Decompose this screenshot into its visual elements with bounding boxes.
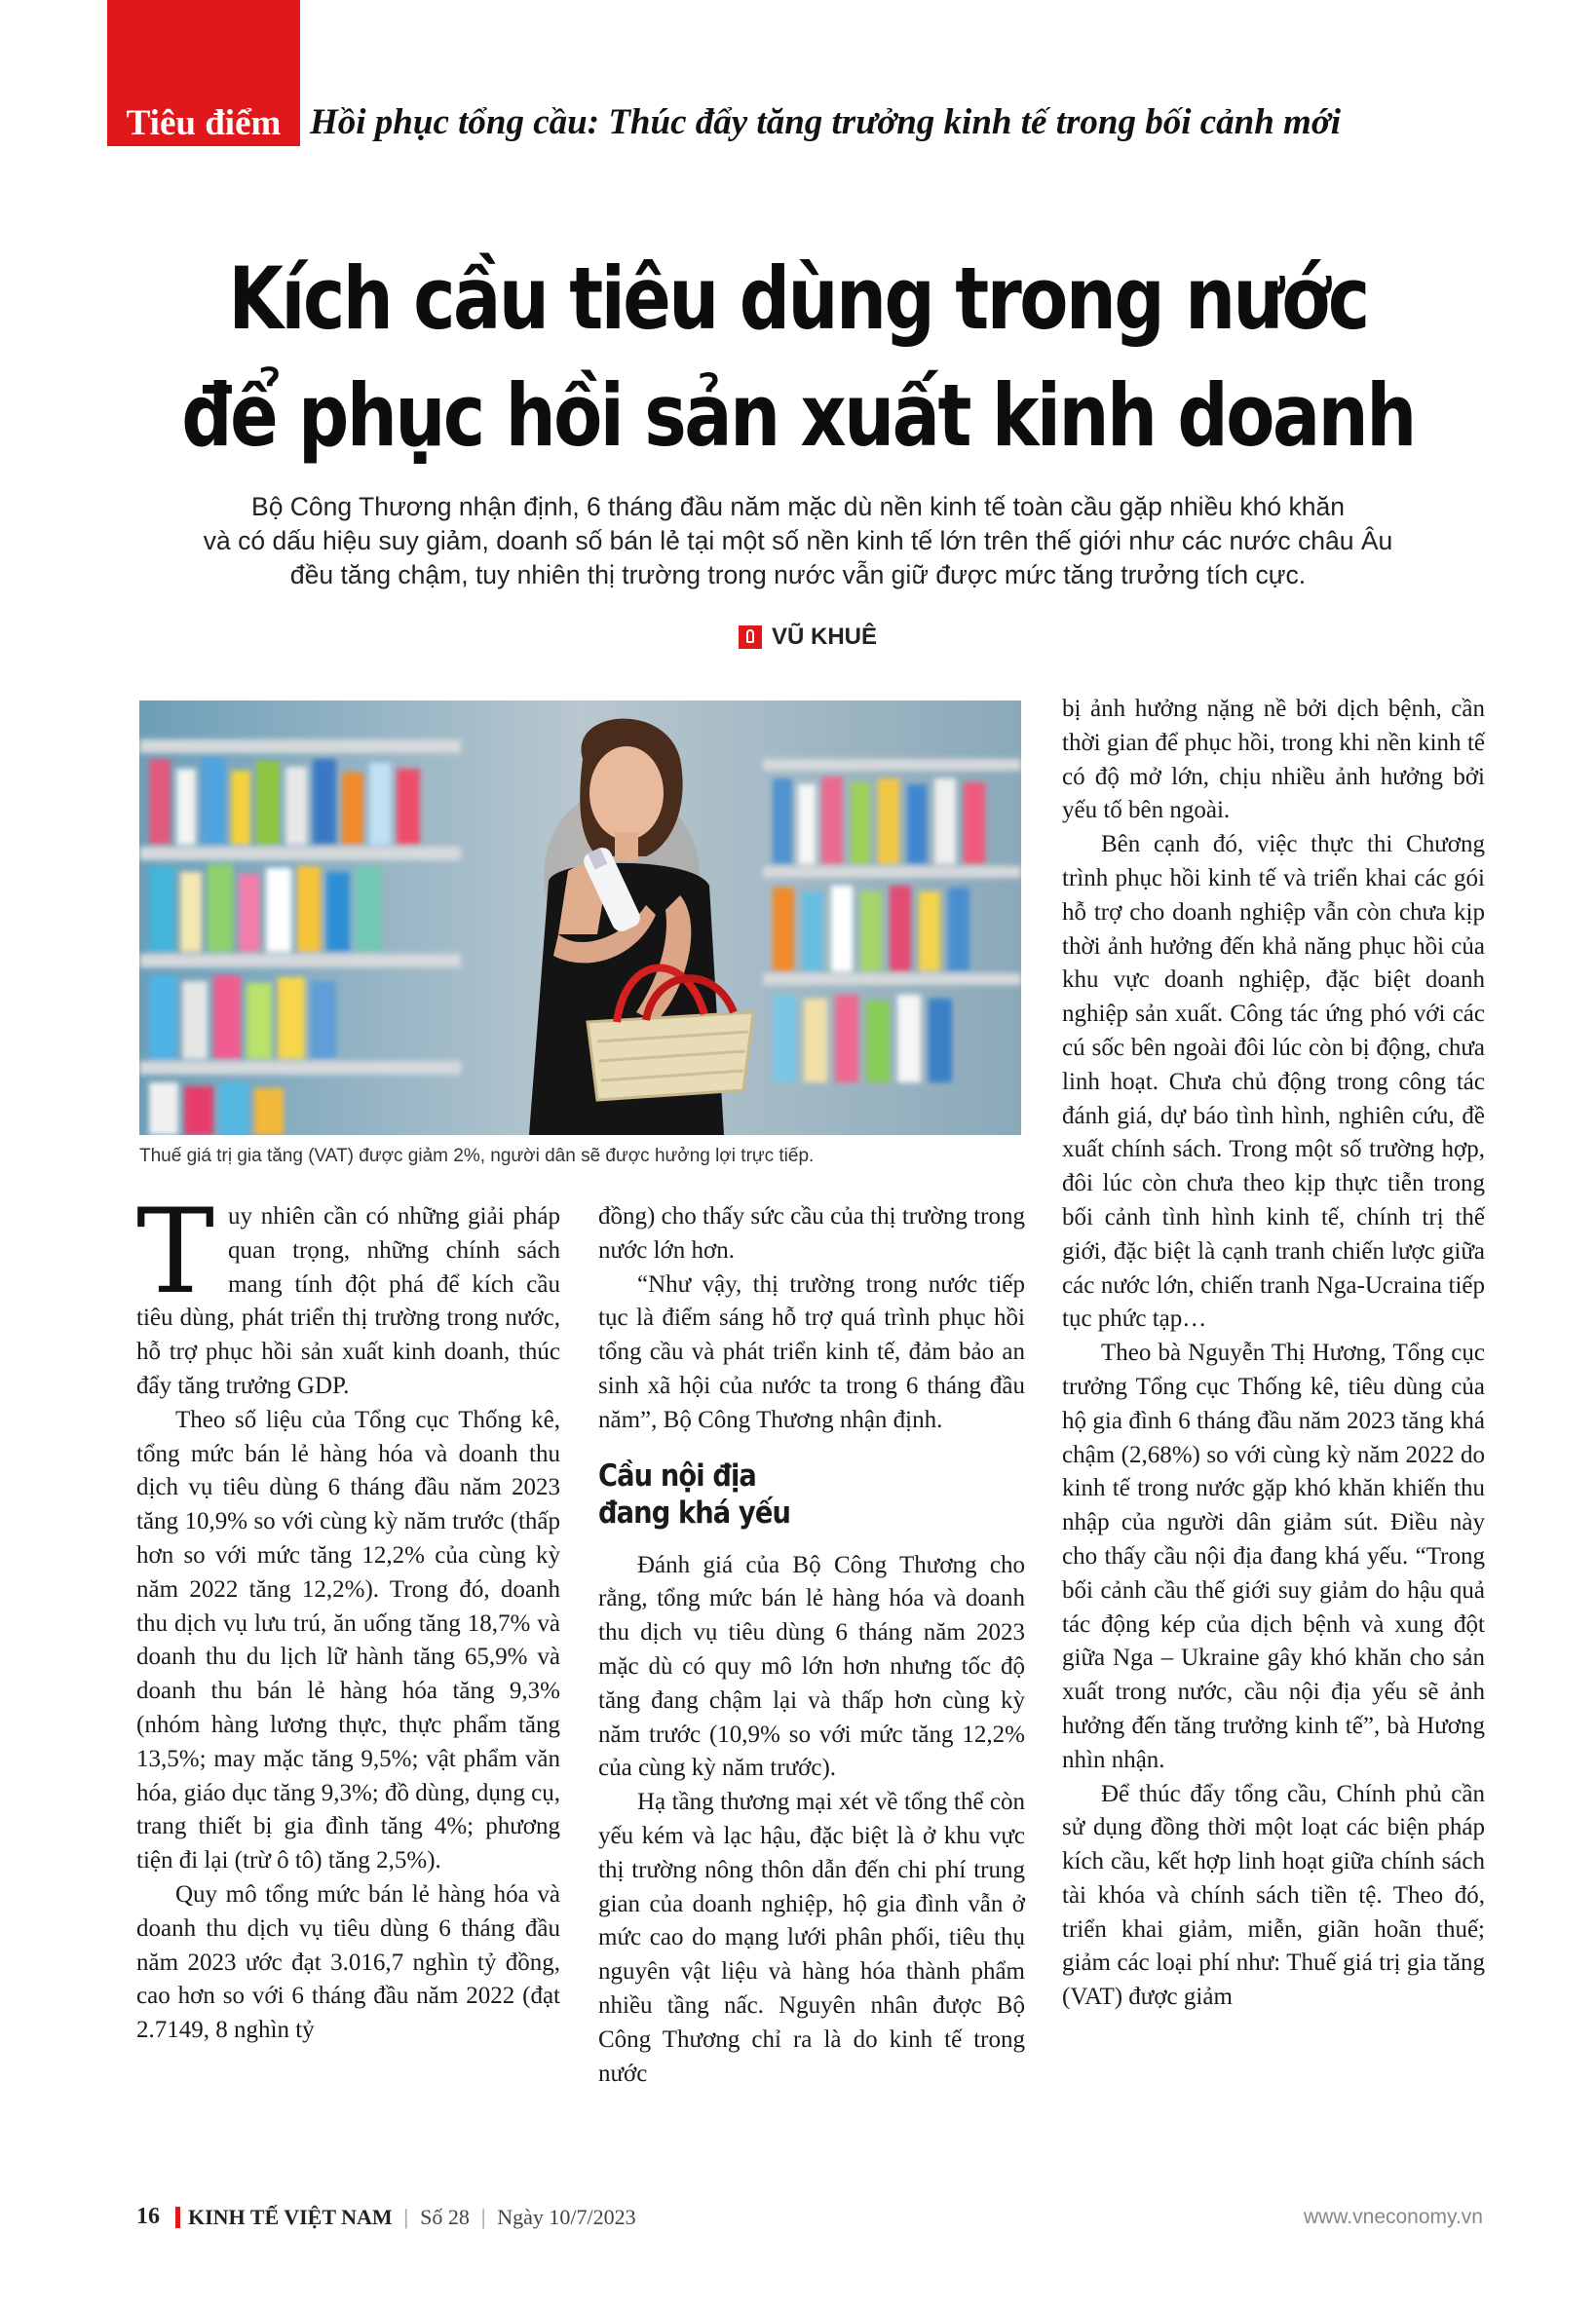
paragraph-8: bị ảnh hưởng nặng nề bởi dịch bệnh, cần thời gian để phục hồi, trong khi nền kinh tế có độ mở lớn, chịu nhiều ảnh hưởng bởi yếu tố bên ngoài. (1062, 696, 1485, 824)
page-number: 16 (136, 2204, 160, 2229)
paragraph-7: Hạ tầng thương mại xét về tổng thể còn yếu kém và lạc hậu, đặc biệt là ở khu vực thị trường nông thôn dẫn đến chi phí trung gian của doanh nghiệp, hộ gia đình vẫn ở mức cao do mạng lưới phân phối, tiêu thụ nguyên vật liệu và hàng hóa thành phẩm nhiều tầng nấc. Nguyên nhân được Bộ Công Thương chỉ ra là do kinh tế trong nước (598, 1789, 1025, 2087)
footer-separator: | (480, 2204, 486, 2229)
paragraph-1-text: uy nhiên cần có những giải pháp quan trọng, những chính sách mang tính đột phá để kích cầu tiêu dùng, phát triển thị trường trong nước, hỗ trợ phục hồi sản xuất kinh doanh, thúc đẩy tăng trưởng GDP. (136, 1203, 560, 1399)
drop-cap: T (136, 1185, 215, 1320)
lede-line-1: Bộ Công Thương nhận định, 6 tháng đầu năm mặc dù nền kinh tế toàn cầu gặp nhiều khó khăn (251, 492, 1345, 521)
subheading (598, 1457, 973, 1532)
author-name: VŨ KHUÊ (772, 624, 878, 650)
article-column-1 (136, 1185, 560, 2048)
paragraph-9: Bên cạnh đó, việc thực thi Chương trình phục hồi kinh tế và triển khai các gói hỗ trợ cho doanh nghiệp vẫn còn chưa kịp thời ảnh hưởng đến khả năng phục hồi của khu vực doanh nghiệp, đặc biệt doanh nghiệp sản xuất. Công tác ứng phó với các cú sốc bên ngoài đôi lúc còn bị động, chưa linh hoạt. Chưa chủ động trong công tác đánh giá, dự báo tình hình, nghiên cứu, đề xuất chính sách. Trong một số trường hợp, đôi lúc còn chưa theo kịp thực tiễn trong bối cảnh tình hình kinh tế, chính trị thế giới, đặc biệt là cạnh tranh chiến lược giữa các nước lớn, chiến tranh Nga-Ucraina tiếp tục phức tạp… (1062, 831, 1485, 1333)
paragraph-2: Theo số liệu của Tổng cục Thống kê, tổng mức bán lẻ hàng hóa và doanh thu dịch vụ tiêu dùng 6 tháng đầu năm 2023 tăng 10,9% so với cùng kỳ năm trước (thấp hơn so với mức tăng 12,2% của cùng kỳ năm 2022 tăng 12,2%). Trong đó, doanh thu dịch vụ lưu trú, ăn uống tăng 18,7% và doanh thu du lịch lữ hành tăng 65,9% và doanh thu bán lẻ hàng hóa tăng 9,3% (nhóm hàng lương thực, thực phẩm tăng 13,5%; may mặc tăng 9,5%; vật phẩm văn hóa, giáo dục tăng 9,3%; đồ dùng, dụng cụ, trang thiết bị gia đình tăng 4%; phương tiện đi lại (trừ ô tô) tăng 2,5%). (136, 1406, 560, 1874)
issue-number: Số 28 (420, 2204, 470, 2229)
section-title: Hồi phục tổng cầu: Thúc đẩy tăng trưởng kinh tế trong bối cảnh mới (310, 102, 1341, 142)
photo-caption: Thuế giá trị gia tăng (VAT) được giảm 2%, người dân sẽ được hưởng lợi trực tiếp. (139, 1146, 815, 1166)
subheading-line-1: Cầu nội địa (598, 1457, 756, 1494)
lede (156, 490, 1440, 592)
article-column-3 (1062, 693, 1485, 2015)
magazine-name: KINH TẾ VIỆT NAM (188, 2204, 393, 2229)
issue-date: Ngày 10/7/2023 (497, 2204, 636, 2229)
lede-line-3: đều tăng chậm, tuy nhiên thị trường trong nước vẫn giữ được mức tăng trưởng tích cực. (289, 560, 1307, 589)
byline (739, 624, 877, 651)
paragraph-10: Theo bà Nguyễn Thị Hương, Tổng cục trưởng Tổng cục Thống kê, tiêu dùng của hộ gia đình 6 tháng đầu năm 2023 tăng khá chậm (2,68%) so với cùng kỳ năm 2022 do kinh tế trong nước gặp khó khăn khiến thu nhập của người dân giảm sút. Điều này cho thấy cầu nội địa đang khá yếu. “Trong bối cảnh cầu thế giới suy giảm do hậu quả tác động kép của dịch bệnh và xung đột giữa Nga – Ukraine gây khó khăn cho sản xuất trong nước, cầu nội địa yếu sẽ ảnh hưởng đến tăng trưởng kinh tế”, bà Hương nhìn nhận. (1062, 1340, 1485, 1773)
article-column-2 (598, 1200, 1025, 2091)
paragraph-3: Quy mô tổng mức bán lẻ hàng hóa và doanh thu dịch vụ tiêu dùng 6 tháng đầu năm 2023 ước đạt 3.016,7 nghìn tỷ đồng, cao hơn so với 6 tháng đầu năm 2022 (đạt 2.7149, 8 nghìn tỷ (136, 1880, 560, 2044)
pen-icon (739, 625, 762, 649)
paragraph-6: Đánh giá của Bộ Công Thương cho rằng, tổng mức bán lẻ hàng hóa và doanh thu dịch vụ tiêu dùng 6 tháng năm 2023 mặc dù có quy mô lớn hơn nhưng tốc độ tăng đang chậm lại và thấp hơn cùng kỳ năm trước (10,9% so với mức tăng 12,2% của cùng kỳ năm trước). (598, 1551, 1025, 1782)
supermarket-shopper-illustration (139, 700, 1021, 1135)
paragraph-11: Để thúc đẩy tổng cầu, Chính phủ cần sử dụng đồng thời một loạt các biện pháp kích cầu, kết hợp linh hoạt giữa chính sách tài khóa và chính sách tiền tệ. Theo đó, triển khai giảm, miễn, giãn hoãn thuế; giảm các loại phí như: Thuế giá trị gia tăng (VAT) được giảm (1062, 1780, 1485, 2011)
paragraph-4: đồng) cho thấy sức cầu của thị trường trong nước lớn hơn. (598, 1203, 1025, 1264)
footer-separator: | (403, 2204, 409, 2229)
page-footer (136, 2204, 636, 2230)
paragraph-5: “Như vậy, thị trường trong nước tiếp tục là điểm sáng hỗ trợ quá trình phục hồi tổng cầu và phát triển kinh tế, đảm bảo an sinh xã hội của nước ta trong 6 tháng đầu năm”, Bộ Công Thương nhận định. (598, 1270, 1025, 1433)
subheading-line-2: đang khá yếu (598, 1495, 791, 1531)
section-tag-label: Tiêu điểm (126, 103, 282, 143)
paragraph-1 (136, 1185, 560, 1404)
headline-line-1: Kích cầu tiêu dùng trong nước (228, 248, 1368, 349)
section-tag (107, 0, 300, 146)
lede-line-2: và có dấu hiệu suy giảm, doanh số bán lẻ tại một số nền kinh tế lớn trên thế giới như các nước châu Âu (203, 526, 1393, 555)
article-photo (139, 700, 1021, 1135)
footer-accent-bar (175, 2207, 180, 2228)
headline-line-2: để phục hồi sản xuất kinh doanh (181, 365, 1415, 466)
website-url: www.vneconomy.vn (1303, 2206, 1483, 2228)
